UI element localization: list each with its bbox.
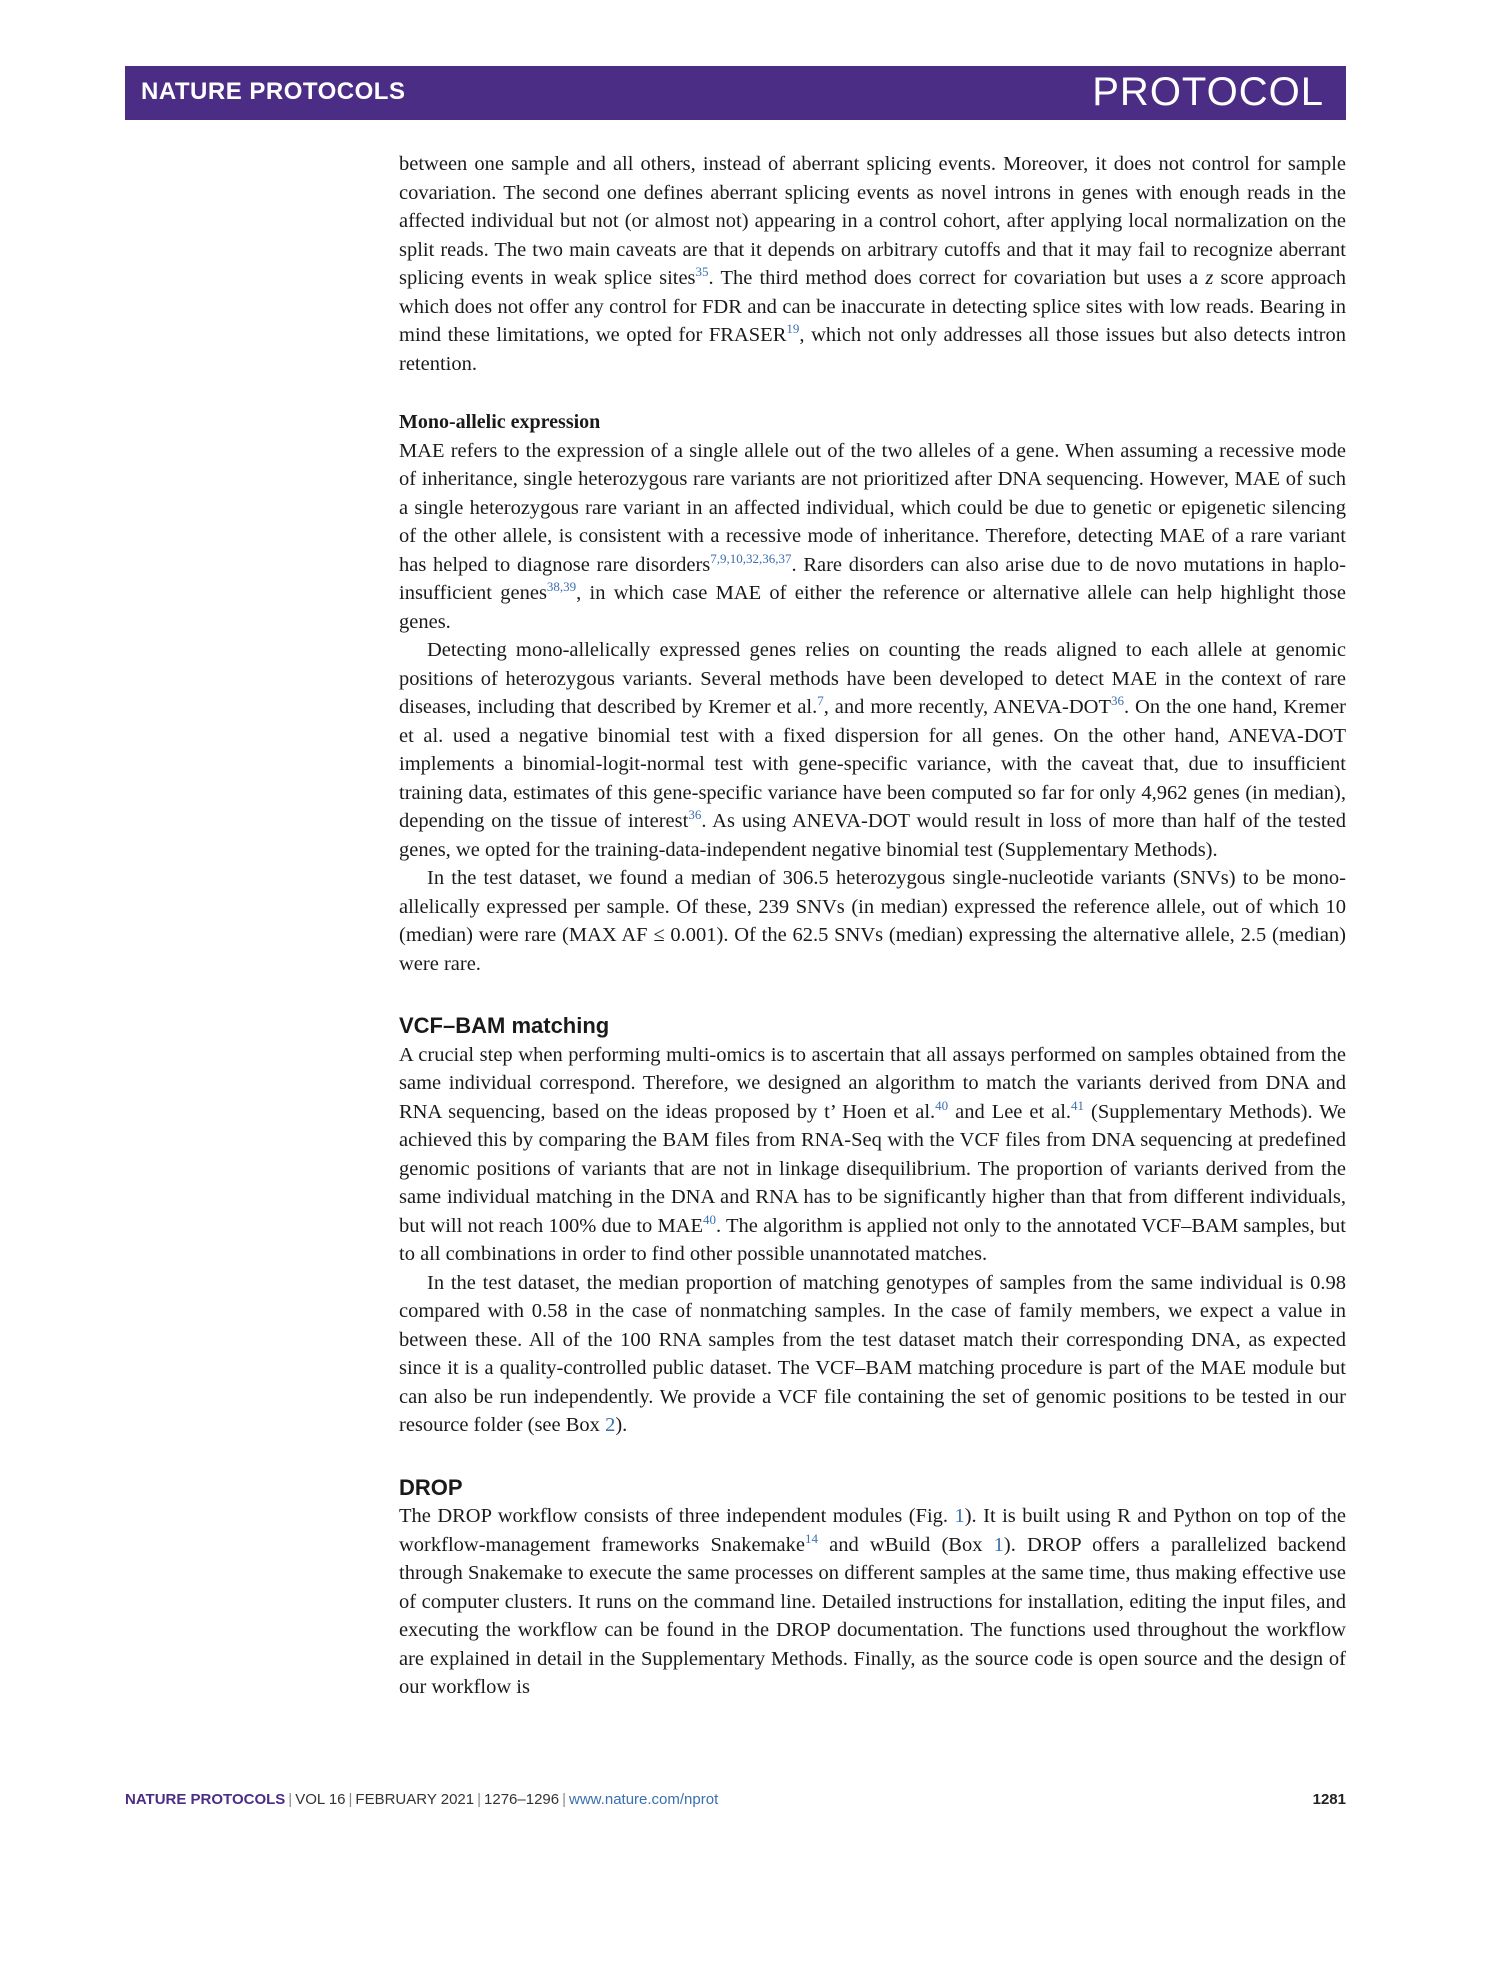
section-heading-drop: DROP xyxy=(399,1474,463,1500)
paragraph-drop-workflow: The DROP workflow consists of three independent modules (Fig. 1). It is built using R and Python on top of the workflow-management frameworks Snakemake$^{14}$ and wBuild (Box 1). DROP offers a parallelized backend through Snakemake to execute the same processes on different samples at the same time, thus making effective use of computer clusters. It runs on the command line. Detailed instructions for installation, editing the input files, and executing the workflow can be found in the DROP documentation. The functions used throughout the workflow are explained in detail in the Supplementary Methods. Finally, as the source code is open source and the design of our workflow is xyxy=(399,1505,1347,1698)
footer-volume: VOL 16 xyxy=(295,1791,346,1808)
citation-link[interactable]: 14 xyxy=(805,1530,818,1546)
figure-link[interactable]: 1 xyxy=(954,1505,965,1527)
journal-header-bar xyxy=(125,66,1346,120)
citation-link[interactable]: 35 xyxy=(695,264,709,279)
citation-link[interactable]: 36 xyxy=(688,807,702,822)
article-type-label: PROTOCOL xyxy=(1092,70,1324,114)
page-number: 1281 xyxy=(1312,1791,1346,1808)
box-link[interactable]: 2 xyxy=(605,1414,616,1436)
paragraph-mae-methods: Detecting mono-allelically expressed genes relies on counting the reads aligned to each allele at genomic positions of heterozygous variants. Several methods have been developed to detect MAE in the context of rare diseases, including that described by Kremer et al.$^7$, and more recently, ANEVA-DOT$^{36}$. On the one hand, Kremer et al. used a negative binomial test with a fixed dispersion for all genes. On the other hand, ANEVA-DOT implements a binomial-logit-normal test with gene-specific variance, with the caveat that, due to insufficient training data, estimates of this gene-specific variance have been computed so far for only 4,962 genes (in median), depending on the tissue of interest$^{36}$. As using ANEVA-DOT would result in loss of more than half of the tested genes, we opted for the training-data-independent negative binomial test (Supplementary Methods). xyxy=(399,639,1346,861)
paragraph-vcf-bam-results: In the test dataset, the median proportion of matching genotypes of samples from the same individual is 0.98 compared with 0.58 in the case of nonmatching samples. In the case of family members, we expect a value in between these. All of the 100 RNA samples from the test dataset match their corresponding DNA, as expected since it is a quality-controlled public dataset. The VCF–BAM matching procedure is part of the MAE module but can also be run independently. We provide a VCF file containing the set of genomic positions to be tested in our resource folder (see Box 2). xyxy=(399,1271,1346,1436)
citation-link[interactable]: 7,9,10,32,36,37 xyxy=(710,550,792,566)
paragraph-splicing-methods: between one sample and all others, instead of aberrant splicing events. Moreover, it does not control for sample covariation. The second one defines aberrant splicing events as novel introns in genes with enough reads in the affected individual but not (or almost not) appearing in a control cohort, after applying local normalization on the split reads. The two main caveats are that it depends on arbitrary cutoffs and that it may fail to recognize aberrant splicing events in weak splice sites$^{35}$. The third method does correct for covariation but uses a z score approach which does not offer any control for FDR and can be inaccurate in detecting splice sites with low reads. Bearing in mind these limitations, we opted for FRASER$^{19}$, which not only addresses all those issues but also detects intron retention. xyxy=(399,153,1346,375)
paragraph-mae-definition: MAE refers to the expression of a single allele out of the two alleles of a gene. When assuming a recessive mode of inheritance, single heterozygous rare variants are not prioritized after DNA sequencing. However, MAE of such a single heterozygous rare variant in an affected individual, which could be due to genetic or epigenetic silencing of the other allele, is consistent with a recessive mode of inheritance. Therefore, detecting MAE of a rare variant has helped to diagnose rare disorders$^{7,9,10,32,36,37}$. Rare disorders can also arise due to de novo mutations in haplo-insufficient genes$^{38,39}$, in which case MAE of either the reference or alternative allele can help highlight those genes. xyxy=(399,439,1346,633)
citation-link[interactable]: 41 xyxy=(1071,1097,1085,1113)
citation-link[interactable]: 38,39 xyxy=(546,579,577,594)
box-link[interactable]: 1 xyxy=(993,1533,1004,1556)
footer-pages: 1276–1296 xyxy=(484,1791,560,1808)
footer-journal: NATURE PROTOCOLS xyxy=(125,1791,286,1808)
citation-link[interactable]: 36 xyxy=(1111,693,1125,708)
journal-name: NATURE PROTOCOLS xyxy=(141,78,406,105)
citation-link[interactable]: 40 xyxy=(703,1211,717,1227)
citation-link[interactable]: 40 xyxy=(935,1097,949,1113)
paragraph-vcf-bam-method: A crucial step when performing multi-omics is to ascertain that all assays performed on samples obtained from the same individual correspond. Therefore, we designed an algorithm to match the variants derived from DNA and RNA sequencing, based on the ideas proposed by t’ Hoen et al.$^{40}$ and Lee et al.$^{41}$ (Supplementary Methods). We achieved this by comparing the BAM files from RNA-Seq with the VCF files from DNA sequencing at predefined genomic positions of variants that are not in linkage disequilibrium. The proportion of variants derived from the same individual matching in the DNA and RNA has to be significantly higher than that from different individuals, but will not reach 100% due to MAE$^{40}$. The algorithm is applied not only to the annotated VCF–BAM samples, but to all combinations in order to find other possible unannotated matches. xyxy=(399,1043,1346,1265)
citation-link[interactable]: 7 xyxy=(817,693,824,708)
subsection-heading-mae: Mono-allelic expression xyxy=(399,411,601,433)
citation-link[interactable]: 19 xyxy=(786,321,800,336)
article-body xyxy=(399,150,1346,1702)
footer-date: FEBRUARY 2021 xyxy=(355,1791,475,1808)
page-footer: NATURE PROTOCOLS | VOL 16 | FEBRUARY 2021 | 1276–1296 | www.nature.com/nprot 1281 xyxy=(125,1791,1346,1808)
paragraph-mae-results: In the test dataset, we found a median of 306.5 heterozygous single-nucleotide variants (SNVs) to be mono-allelically expressed per sample. Of these, 239 SNVs (in median) expressed the reference allele, out of which 10 (median) were rare (MAX AF ≤ 0.001). Of the 62.5 SNVs (median) expressing the alternative allele, 2.5 (median) were rare. xyxy=(399,867,1346,975)
footer-url-link[interactable]: www.nature.com/nprot xyxy=(569,1791,719,1808)
section-heading-vcf-bam: VCF–BAM matching xyxy=(399,1013,610,1038)
